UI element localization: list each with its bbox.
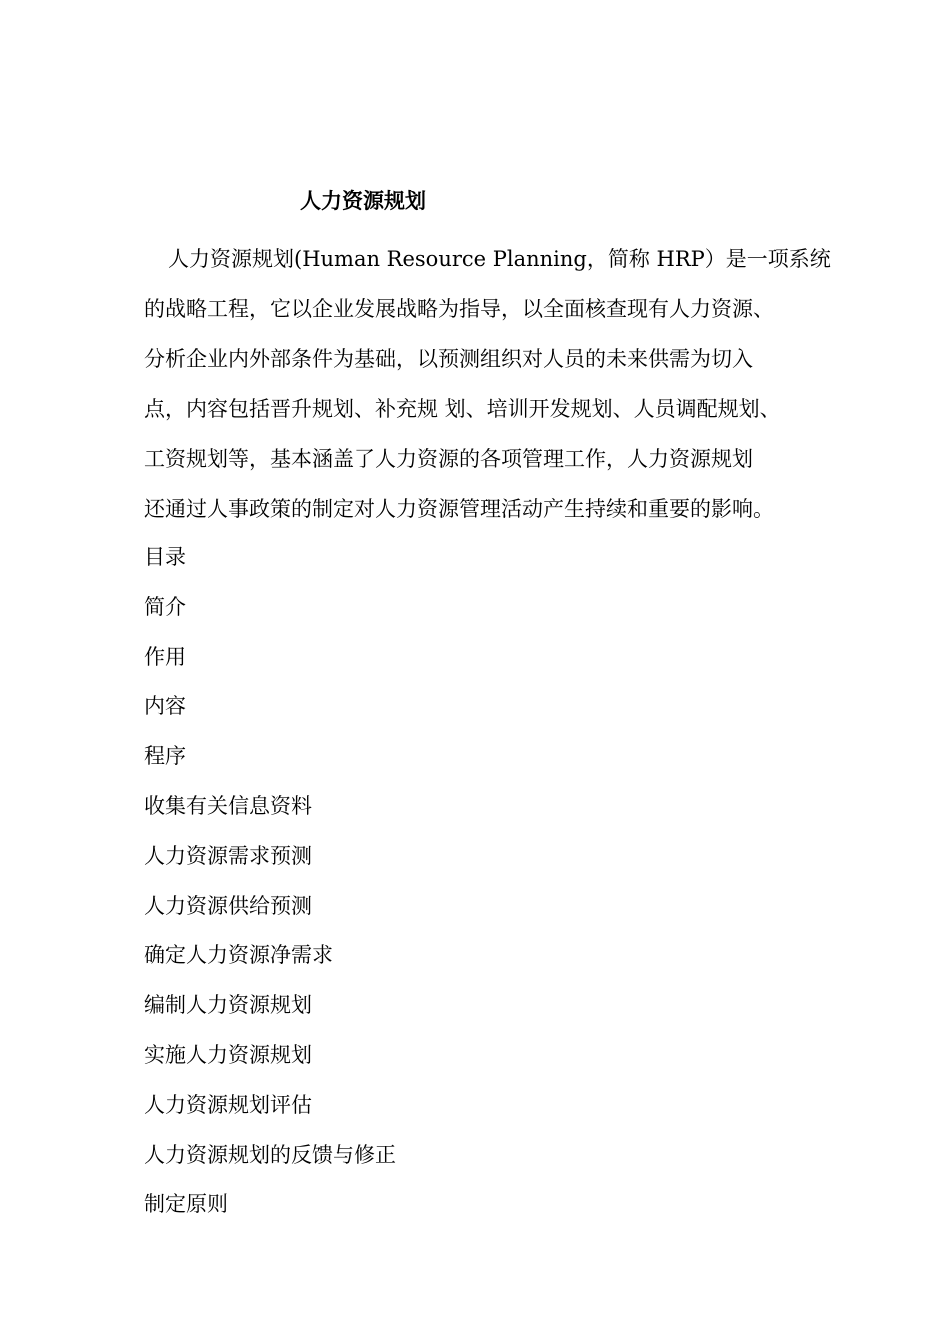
toc-item: 确定人力资源净需求 [144, 943, 333, 968]
intro-line: 人力资源规划(Human Resource Planning，简称 HRP）是一项系统 [168, 247, 831, 271]
toc-item: 简介 [144, 594, 186, 619]
toc-item: 收集有关信息资料 [144, 793, 312, 818]
toc-item: 程序 [144, 744, 186, 769]
document-title: 人力资源规划 [300, 188, 426, 213]
toc-item: 人力资源规划的反馈与修正 [144, 1142, 396, 1167]
intro-line: 点，内容包括晋升规划、补充规 划、培训开发规划、人员调配规划、 [144, 397, 781, 421]
toc-heading: 目录 [144, 545, 186, 569]
toc-item: 人力资源规划评估 [144, 1092, 312, 1117]
toc-item: 内容 [144, 694, 186, 719]
intro-line: 工资规划等，基本涵盖了人力资源的各项管理工作，人力资源规划 [144, 447, 753, 471]
intro-line: 还通过人事政策的制定对人力资源管理活动产生持续和重要的影响。 [144, 497, 774, 521]
table-of-contents [144, 533, 396, 1230]
toc-item: 人力资源供给预测 [144, 893, 312, 918]
intro-line: 的战略工程，它以企业发展战略为指导，以全面核查现有人力资源、 [144, 297, 774, 321]
intro-paragraph [144, 234, 834, 534]
intro-line: 分析企业内外部条件为基础，以预测组织对人员的未来供需为切入 [144, 347, 753, 371]
toc-item: 编制人力资源规划 [144, 993, 312, 1018]
toc-item: 实施人力资源规划 [144, 1042, 312, 1067]
toc-item: 人力资源需求预测 [144, 843, 312, 868]
toc-item: 作用 [144, 644, 186, 669]
toc-item: 制定原则 [144, 1192, 228, 1217]
